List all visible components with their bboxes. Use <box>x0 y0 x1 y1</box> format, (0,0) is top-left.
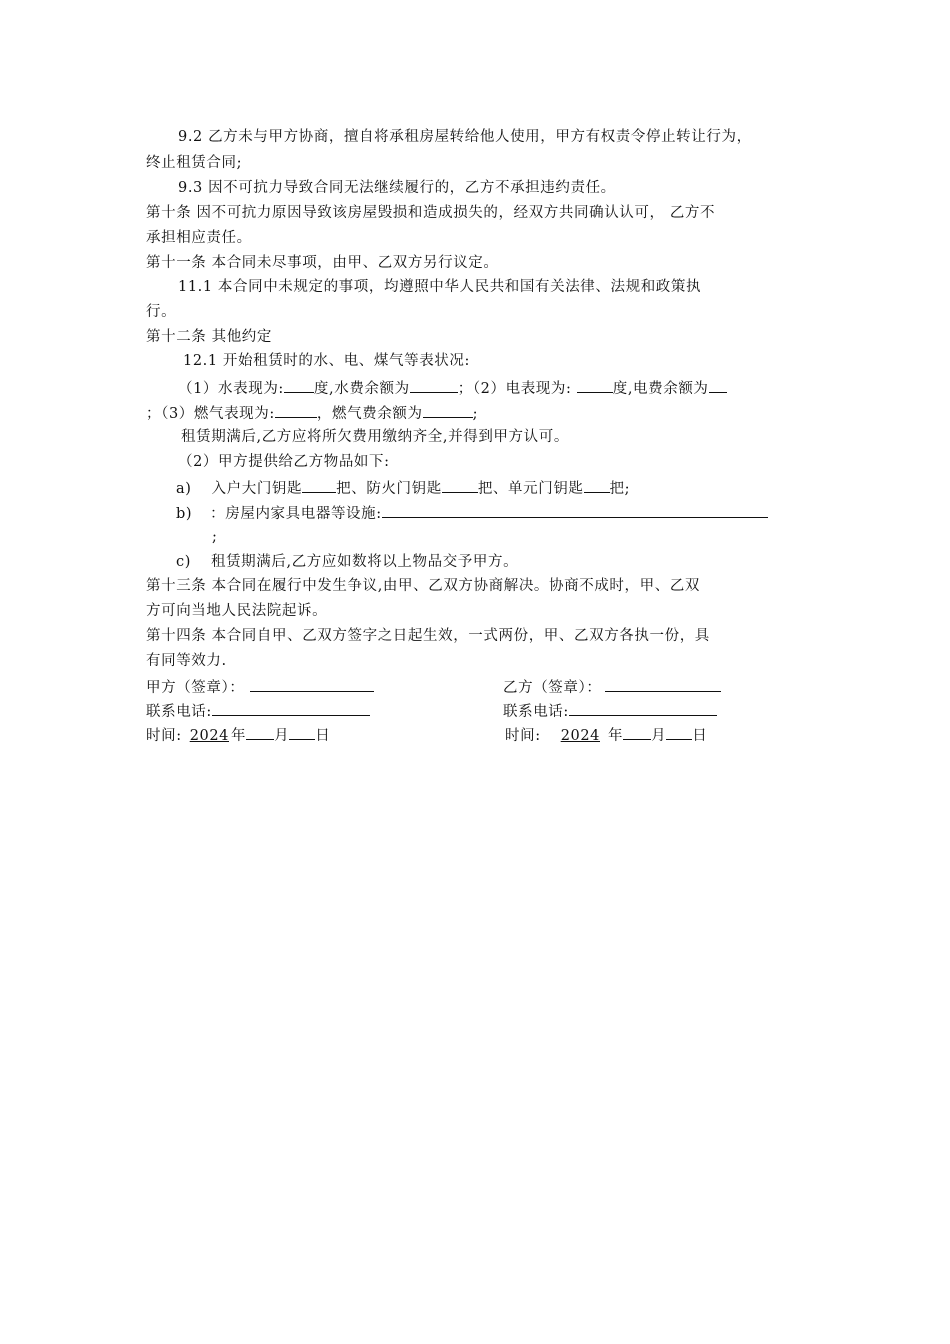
clause-9-3: 9.3 因不可抗力导致合同无法继续履行的，乙方不承担违约责任。 <box>178 180 616 196</box>
party-a-date <box>146 724 330 746</box>
electric-meter-label: ；（2）电表现为: <box>457 381 577 397</box>
article-12: 第十二条 其他约定 <box>146 329 273 345</box>
meter-line-end: ; <box>472 406 479 422</box>
water-reading-blank[interactable] <box>284 377 314 393</box>
article-13-line1: 第十三条 本合同在履行中发生争议,由甲、乙双方协商解决。协商不成时，甲、乙双 <box>146 578 701 594</box>
party-b-time-label: 时间: <box>505 728 541 744</box>
article-10-line1: 第十条 因不可抗力原因导致该房屋毁损和造成损失的，经双方共同确认认可， 乙方不 <box>146 205 716 221</box>
article-13-line2: 方可向当地人民法院起诉。 <box>146 603 328 619</box>
party-a-signature <box>146 676 374 698</box>
party-a-phone-label: 联系电话: <box>146 704 212 720</box>
gas-meter-label: ；（3）燃气表现为: <box>146 406 275 422</box>
water-fee-label: 度,水费余额为 <box>313 381 410 397</box>
party-a-time-label: 时间: <box>146 728 182 744</box>
party-b-day-unit: 日 <box>692 728 708 744</box>
unit-door-key-blank[interactable] <box>584 477 610 493</box>
water-fee-blank[interactable] <box>410 377 458 393</box>
party-a-month-unit: 月 <box>274 728 290 744</box>
party-b-phone-blank[interactable] <box>569 700 717 716</box>
item-b <box>176 502 768 524</box>
party-b-month-unit: 月 <box>651 728 667 744</box>
party-b-label: 乙方（签章）： <box>503 680 602 696</box>
party-a-year: 2024 <box>189 728 229 744</box>
party-b-phone <box>503 700 717 722</box>
item-c-marker: c) <box>176 554 191 570</box>
party-a-phone-blank[interactable] <box>212 700 370 716</box>
fire-door-key-blank[interactable] <box>442 477 478 493</box>
item-a <box>176 477 630 499</box>
party-b-phone-label: 联系电话: <box>503 704 569 720</box>
party-b-signature <box>503 676 721 698</box>
item-a-marker: a) <box>176 481 192 497</box>
entry-door-key-label: 入户大门钥匙 <box>211 481 303 497</box>
article-14-line1: 第十四条 本合同自甲、乙双方签字之日起生效，一式两份，甲、乙双方各执一份，具 <box>146 628 710 644</box>
items-intro: （2）甲方提供给乙方物品如下: <box>178 454 390 470</box>
clause-11-1-line2: 行。 <box>146 304 177 320</box>
fire-door-key-label: 把、防火门钥匙 <box>336 481 442 497</box>
item-a-end: 把; <box>609 481 631 497</box>
item-c <box>176 552 518 572</box>
party-a-year-unit: 年 <box>231 728 247 744</box>
article-14-line2: 有同等效力. <box>146 653 227 669</box>
party-b-year-unit: 年 <box>608 728 624 744</box>
party-b-date <box>505 724 707 746</box>
electric-fee-blank[interactable] <box>709 377 727 393</box>
electric-reading-blank[interactable] <box>577 377 613 393</box>
party-a-month-blank[interactable] <box>246 724 274 740</box>
party-b-day-blank[interactable] <box>666 724 692 740</box>
party-b-sign-blank[interactable] <box>605 676 721 692</box>
party-b-month-blank[interactable] <box>623 724 651 740</box>
unit-door-key-label: 把、单元门钥匙 <box>477 481 584 497</box>
meter-line-2 <box>146 402 478 424</box>
party-b-year: 2024 <box>560 728 600 744</box>
article-10-line2: 承担相应责任。 <box>146 230 252 246</box>
party-a-phone <box>146 700 370 722</box>
water-meter-label: （1）水表现为: <box>178 381 284 397</box>
party-a-label: 甲方（签章）： <box>146 680 245 696</box>
furniture-blank[interactable] <box>382 502 768 518</box>
item-b-end: ; <box>212 529 218 545</box>
gas-fee-label: ，燃气费余额为 <box>316 406 423 422</box>
entry-door-key-blank[interactable] <box>302 477 336 493</box>
clause-9-2-line1: 9.2 乙方未与甲方协商，擅自将承租房屋转给他人使用，甲方有权责令停止转让行为， <box>178 129 752 145</box>
clause-12-1: 12.1 开始租赁时的水、电、煤气等表状况: <box>183 353 470 369</box>
item-c-text: 租赁期满后,乙方应如数将以上物品交予甲方。 <box>210 554 519 570</box>
gas-reading-blank[interactable] <box>275 402 317 418</box>
clause-11-1-line1: 11.1 本合同中未规定的事项，均遵照中华人民共和国有关法律、法规和政策执 <box>178 279 702 295</box>
furniture-label: ：房屋内家具电器等设施: <box>210 506 382 522</box>
clause-9-2-line2: 终止租赁合同; <box>146 155 243 171</box>
party-a-day-unit: 日 <box>315 728 331 744</box>
arrears-clause: 租赁期满后,乙方应将所欠费用缴纳齐全,并得到甲方认可。 <box>181 429 569 445</box>
gas-fee-blank[interactable] <box>423 402 473 418</box>
item-b-marker: b) <box>176 506 193 522</box>
party-a-day-blank[interactable] <box>289 724 315 740</box>
electric-fee-label: 度,电费余额为 <box>612 381 709 397</box>
article-11: 第十一条 本合同未尽事项，由甲、乙双方另行议定。 <box>146 255 499 271</box>
meter-line-1 <box>178 377 727 399</box>
party-a-sign-blank[interactable] <box>250 676 374 692</box>
